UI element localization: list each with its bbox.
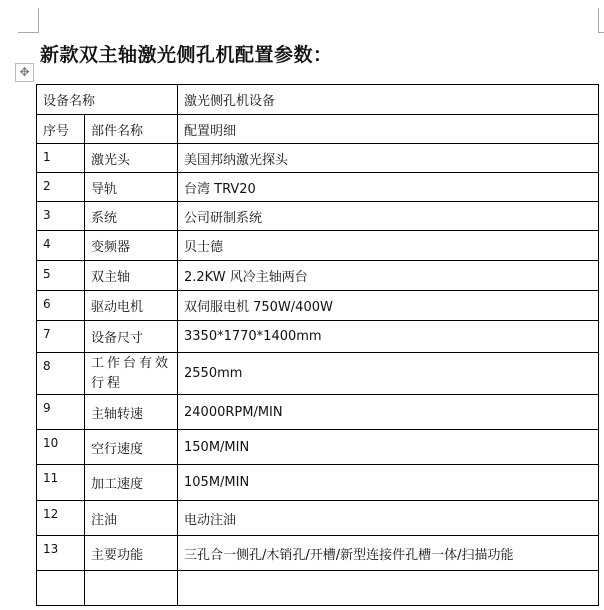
config-table xyxy=(36,84,599,606)
row-part-name: 主轴转速 xyxy=(85,395,178,430)
table-row xyxy=(37,465,599,501)
row-index: 10 xyxy=(37,430,85,465)
row-detail: 2.2KW 风冷主轴两台 xyxy=(178,261,599,291)
row-index: 4 xyxy=(37,231,85,261)
row-part-name: 注油 xyxy=(85,501,178,536)
empty-cell xyxy=(85,571,178,606)
column-header-part: 部件名称 xyxy=(85,115,178,144)
row-detail: 美国邦纳激光探头 xyxy=(178,144,599,173)
row-part-name: 主要功能 xyxy=(85,536,178,571)
table-row xyxy=(37,395,599,430)
table-row xyxy=(37,202,599,231)
row-detail: 公司研制系统 xyxy=(178,202,599,231)
table-row xyxy=(37,430,599,465)
row-detail: 三孔合一侧孔/木销孔/开槽/新型连接件孔槽一体/扫描功能 xyxy=(178,536,599,571)
row-index: 7 xyxy=(37,321,85,353)
row-index: 11 xyxy=(37,465,85,501)
table-header-row xyxy=(37,115,599,144)
row-part-name: 双主轴 xyxy=(85,261,178,291)
row-detail: 150M/MIN xyxy=(178,430,599,465)
row-detail: 台湾 TRV20 xyxy=(178,173,599,202)
row-index: 8 xyxy=(37,353,85,395)
document-title: 新款双主轴激光侧孔机配置参数： xyxy=(40,44,333,66)
empty-row xyxy=(37,571,599,606)
table-row xyxy=(37,321,599,353)
row-part-name: 系统 xyxy=(85,202,178,231)
row-detail: 贝士德 xyxy=(178,231,599,261)
row-index: 13 xyxy=(37,536,85,571)
row-part-name: 工作台有效行程 xyxy=(85,353,178,395)
row-part-name: 驱动电机 xyxy=(85,291,178,321)
page-margin-mark xyxy=(18,8,39,33)
row-detail: 双伺服电机 750W/400W xyxy=(178,291,599,321)
row-detail: 2550mm xyxy=(178,353,599,395)
row-detail: 电动注油 xyxy=(178,501,599,536)
table-row xyxy=(37,231,599,261)
row-part-name: 设备尺寸 xyxy=(85,321,178,353)
row-detail: 3350*1770*1400mm xyxy=(178,321,599,353)
table-row xyxy=(37,173,599,202)
row-part-name: 导轨 xyxy=(85,173,178,202)
table-row xyxy=(37,353,599,395)
row-index: 9 xyxy=(37,395,85,430)
table-row xyxy=(37,536,599,571)
row-index: 2 xyxy=(37,173,85,202)
empty-cell xyxy=(178,571,599,606)
row-index: 1 xyxy=(37,144,85,173)
column-header-index: 序号 xyxy=(37,115,85,144)
empty-cell xyxy=(37,571,85,606)
table-row xyxy=(37,501,599,536)
row-index: 6 xyxy=(37,291,85,321)
table-row xyxy=(37,85,599,115)
row-part-name: 激光头 xyxy=(85,144,178,173)
row-index: 3 xyxy=(37,202,85,231)
row-part-name: 空行速度 xyxy=(85,430,178,465)
row-detail: 105M/MIN xyxy=(178,465,599,501)
page-margin-mark xyxy=(598,8,604,33)
row-part-name: 加工速度 xyxy=(85,465,178,501)
row-index: 5 xyxy=(37,261,85,291)
row-part-name: 变频器 xyxy=(85,231,178,261)
table-row xyxy=(37,291,599,321)
device-name-label: 设备名称 xyxy=(37,85,178,115)
row-detail: 24000RPM/MIN xyxy=(178,395,599,430)
table-row xyxy=(37,261,599,291)
table-move-handle-icon[interactable]: ✥ xyxy=(15,63,34,82)
device-name-value: 激光侧孔机设备 xyxy=(178,85,599,115)
column-header-detail: 配置明细 xyxy=(178,115,599,144)
table-row xyxy=(37,144,599,173)
row-index: 12 xyxy=(37,501,85,536)
